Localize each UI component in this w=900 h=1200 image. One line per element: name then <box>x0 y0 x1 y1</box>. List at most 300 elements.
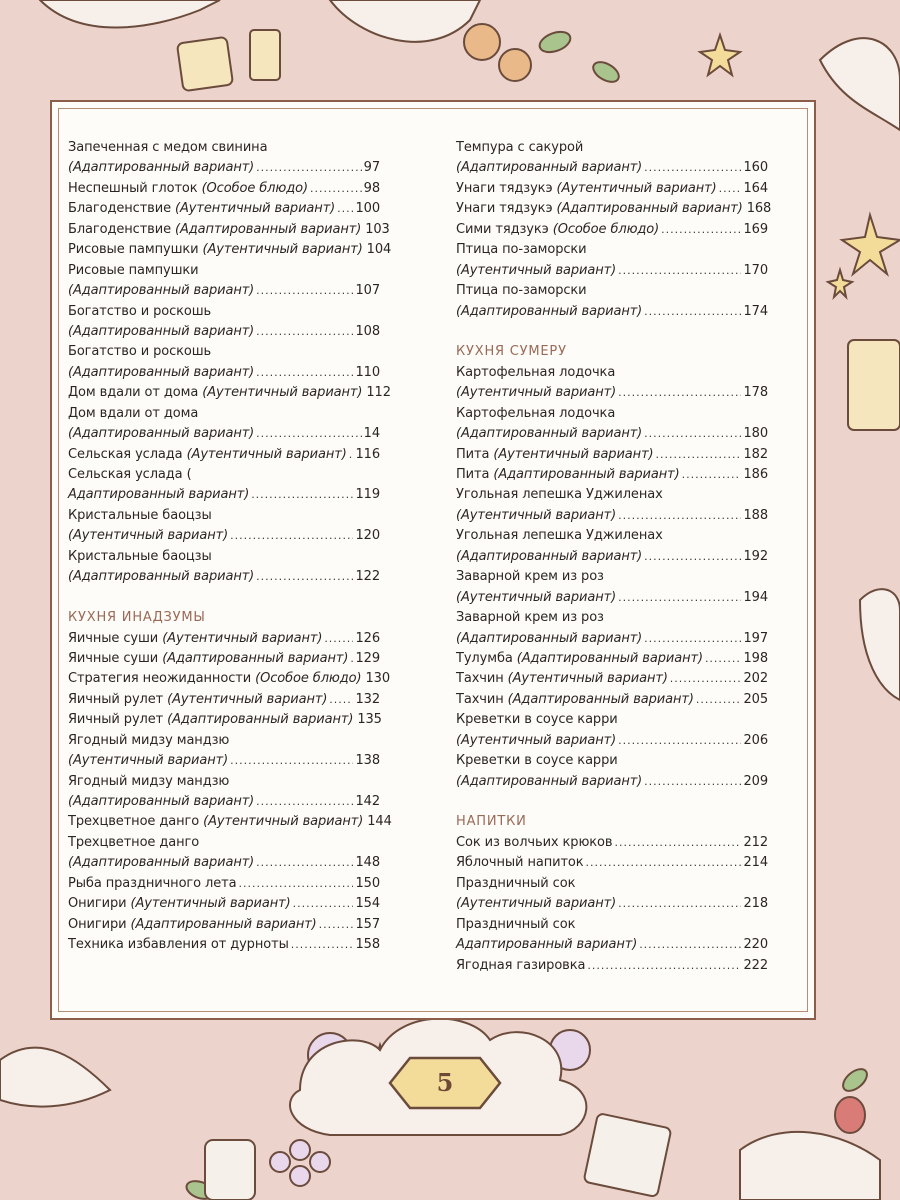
toc-page-number: 170 <box>743 262 768 278</box>
toc-entry-title <box>456 853 584 873</box>
leader-dots <box>656 445 742 465</box>
toc-entry <box>456 547 768 567</box>
toc-entry <box>456 240 768 260</box>
toc-entry-title <box>68 690 327 710</box>
toc-entry-variant: Адаптированный вариант) <box>456 937 638 953</box>
toc-entry <box>456 424 768 444</box>
toc-entry-name: Яичные суши <box>68 650 163 666</box>
toc-page-number: 218 <box>743 896 768 912</box>
toc-entry-name: Картофельная лодочка <box>456 364 616 380</box>
toc-entry-name: Ягодный мидзу мандзю <box>68 732 230 748</box>
toc-entry <box>68 342 380 362</box>
toc-entry-title <box>456 629 642 649</box>
toc-entry-variant: (Аутентичный вариант) <box>456 507 617 523</box>
leader-dots <box>230 526 353 546</box>
leader-dots <box>329 690 353 710</box>
toc-entry-name: Благоденствие <box>68 221 176 237</box>
toc-entry-variant: (Адаптированный вариант) <box>167 712 354 728</box>
toc-entry-name: Дом вдали от дома <box>68 385 203 401</box>
toc-entry <box>68 629 380 649</box>
toc-page-number: 197 <box>743 630 768 646</box>
toc-entry <box>456 506 768 526</box>
toc-entry-variant: (Особое блюдо) <box>255 671 362 687</box>
toc-entry-variant: (Адаптированный вариант) <box>162 650 349 666</box>
toc-entry <box>456 567 768 587</box>
toc-page-number: 138 <box>355 753 380 769</box>
toc-entry-title <box>456 956 585 976</box>
toc-entry <box>68 465 380 485</box>
toc-entry-title <box>456 874 575 894</box>
toc-entry-title <box>456 465 680 485</box>
toc-entry-variant: (Адаптированный вариант) <box>68 283 255 299</box>
toc-entry-variant: (Аутентичный вариант) <box>175 201 336 217</box>
toc-entry-name: Ягодный мидзу мандзю <box>68 773 230 789</box>
toc-page-number: 132 <box>355 691 380 707</box>
toc-entry <box>456 956 768 976</box>
toc-entry-variant: (Адаптированный вариант) <box>456 303 643 319</box>
toc-entry-variant: (Особое блюдо) <box>201 180 308 196</box>
toc-page-number: 188 <box>743 507 768 523</box>
toc-entry-name: Рисовые пампушки <box>68 262 199 278</box>
toc-entry-title <box>456 526 663 546</box>
toc-entry <box>456 874 768 894</box>
toc-entry-variant: (Адаптированный вариант) <box>456 773 643 789</box>
leader-dots <box>644 158 741 178</box>
toc-page-number: 164 <box>743 180 768 196</box>
leader-dots <box>618 383 741 403</box>
toc-entry-title <box>456 894 616 914</box>
toc-entry-name: Кристальные баоцзы <box>68 507 212 523</box>
toc-entry-variant: (Адаптированный вариант) <box>456 160 643 176</box>
leader-dots <box>256 281 353 301</box>
leader-dots <box>661 220 741 240</box>
toc-entry <box>68 833 380 853</box>
toc-entry-variant: (Адаптированный вариант) <box>516 650 703 666</box>
leader-dots <box>337 199 353 219</box>
toc-entry-name: Тулумба <box>456 650 517 666</box>
toc-entry <box>456 935 768 955</box>
toc-entry-variant: (Аутентичный вариант) <box>203 814 364 830</box>
toc-entry-title <box>68 404 198 424</box>
toc-entry <box>68 935 380 955</box>
leader-dots <box>587 956 741 976</box>
toc-entry <box>456 731 768 751</box>
toc-entry-title <box>68 547 212 567</box>
toc-entry <box>456 751 768 771</box>
toc-entry <box>68 240 392 260</box>
toc-entry-title <box>68 240 363 260</box>
toc-entry-title <box>68 322 254 342</box>
toc-entry-variant: (Адаптированный вариант) <box>456 548 643 564</box>
toc-entry-title <box>456 220 659 240</box>
toc-entry-title <box>68 629 322 649</box>
toc-entry-title <box>456 751 618 771</box>
toc-entry-title <box>68 485 249 505</box>
toc-entry-variant: (Аутентичный вариант) <box>162 630 323 646</box>
toc-entry-name: Кристальные баоцзы <box>68 548 212 564</box>
toc-entry <box>68 485 380 505</box>
leader-dots <box>614 833 741 853</box>
leader-dots <box>251 485 353 505</box>
toc-entry-title <box>68 465 192 485</box>
toc-entry-variant: (Адаптированный вариант) <box>556 201 743 217</box>
leader-dots <box>705 649 742 669</box>
leader-dots <box>618 261 741 281</box>
toc-entry <box>68 424 380 444</box>
toc-page-number: 154 <box>355 896 380 912</box>
toc-entry-title <box>68 915 317 935</box>
toc-entry-title <box>68 363 254 383</box>
toc-entry <box>456 588 768 608</box>
toc-entry-name: Стратегия неожиданности <box>68 671 256 687</box>
toc-entry <box>68 690 380 710</box>
toc-entry-variant: (Адаптированный вариант) <box>456 630 643 646</box>
toc-entry-title <box>68 138 267 158</box>
toc-entry <box>456 608 768 628</box>
toc-entry-variant: (Аутентичный вариант) <box>556 180 717 196</box>
toc-entry-variant: (Аутентичный вариант) <box>130 896 291 912</box>
toc-entry-name: Птица по-заморски <box>456 283 587 299</box>
toc-entry-title <box>68 710 353 730</box>
section-heading: НАПИТКИ <box>456 814 527 830</box>
toc-entry <box>68 547 380 567</box>
toc-entry-variant: Адаптированный вариант) <box>68 487 250 503</box>
toc-entry <box>68 751 380 771</box>
toc-entry-title <box>68 526 228 546</box>
toc-entry-title <box>68 220 361 240</box>
section-heading: КУХНЯ СУМЕРУ <box>456 344 567 360</box>
toc-entry-title <box>68 812 363 832</box>
leader-dots <box>256 853 353 873</box>
toc-page-number: 142 <box>355 794 380 809</box>
toc-page-number: 182 <box>743 446 768 462</box>
leader-dots <box>350 649 353 669</box>
toc-entry-variant: (Аутентичный вариант) <box>456 589 617 605</box>
toc-page-number: 107 <box>355 283 380 299</box>
toc-entry <box>456 833 768 853</box>
toc-entry-title <box>456 731 616 751</box>
toc-entry-title <box>68 792 254 812</box>
toc-entry <box>456 199 772 219</box>
toc-page-number: 103 <box>365 221 390 237</box>
toc-right-column <box>456 138 772 976</box>
toc-entry <box>456 894 768 914</box>
toc-entry-title <box>456 138 583 158</box>
toc-entry-variant: (Адаптированный вариант) <box>507 691 694 707</box>
toc-page-number: 168 <box>746 201 772 217</box>
toc-entry-title <box>456 935 637 955</box>
toc-page-number: 158 <box>355 937 380 953</box>
toc-entry-variant: (Аутентичный вариант) <box>456 896 617 912</box>
toc-entry <box>456 445 768 465</box>
toc-entry-name: Дом вдали от дома <box>68 405 199 421</box>
toc-entry <box>68 404 380 424</box>
toc-entry-variant: (Аутентичный вариант) <box>68 528 229 544</box>
toc-entry-name: Угольная лепешка Уджиленах <box>456 528 663 544</box>
toc-page-number: 122 <box>355 569 380 585</box>
toc-entry-title <box>68 649 348 669</box>
toc-entry-title <box>68 342 211 362</box>
toc-entry <box>456 383 768 403</box>
toc-entry <box>68 445 380 465</box>
toc-entry-name: Заварной крем из роз <box>456 569 604 585</box>
toc-entry <box>68 772 380 792</box>
toc-entry <box>68 302 380 322</box>
toc-entry <box>68 853 380 873</box>
toc-entry-title <box>68 383 362 403</box>
toc-page-number: 129 <box>355 650 380 666</box>
toc-entry <box>68 669 390 689</box>
toc-page-number: 116 <box>355 446 380 462</box>
toc-entry-variant: (Аутентичный вариант) <box>507 671 668 687</box>
toc-entry-name: Яичный рулет <box>68 691 168 707</box>
toc-page-number: 14 <box>363 426 380 442</box>
toc-entry <box>68 874 380 894</box>
toc-page-number: 108 <box>355 323 380 339</box>
toc-entry-title <box>456 915 575 935</box>
toc-entry-variant: (Адаптированный вариант) <box>68 323 255 339</box>
toc-page-number: 157 <box>355 916 380 932</box>
toc-entry <box>456 649 768 669</box>
section-heading: КУХНЯ ИНАДЗУМЫ <box>68 610 206 626</box>
toc-entry <box>68 158 380 178</box>
toc-entry-title <box>68 567 254 587</box>
toc-entry <box>456 853 768 873</box>
toc-entry-title <box>456 199 743 219</box>
toc-entry-title <box>68 302 211 322</box>
toc-entry-title <box>456 608 604 628</box>
toc-entry <box>68 526 380 546</box>
toc-entry-name: Темпура с сакурой <box>456 140 584 155</box>
toc-entry-title <box>456 669 668 689</box>
leader-dots <box>644 547 741 567</box>
leader-dots <box>682 465 742 485</box>
toc-entry <box>456 281 768 301</box>
toc-entry-name: Праздничный сок <box>456 916 576 932</box>
toc-page-number: 97 <box>363 160 380 176</box>
toc-entry-title <box>456 833 612 853</box>
toc-entry-variant: (Адаптированный вариант) <box>68 426 255 442</box>
toc-entry-variant: (Адаптированный вариант) <box>68 569 255 585</box>
toc-entry-name: Пита <box>456 467 494 482</box>
toc-entry-name: Креветки в соусе карри <box>456 712 618 728</box>
toc-entry-variant: (Аутентичный вариант) <box>456 262 617 278</box>
toc-entry <box>68 199 380 219</box>
toc-entry-name: Ягодная газировка <box>456 957 586 973</box>
toc-entry-name: Благоденствие <box>68 201 176 217</box>
toc-entry-title <box>456 363 615 383</box>
toc-entry-name: Пита <box>456 446 494 462</box>
toc-entry-title <box>68 853 254 873</box>
toc-entry-variant: (Адаптированный вариант) <box>456 426 643 442</box>
toc-entry-name: Яблочный напиток <box>456 855 584 871</box>
toc-page-number: 206 <box>743 732 768 748</box>
toc-page-number: 220 <box>743 937 768 953</box>
toc-entry-name: Техника избавления от дурноты <box>68 937 289 953</box>
toc-entry <box>68 567 380 587</box>
toc-page-number: 192 <box>743 548 768 564</box>
toc-page-number: 174 <box>743 303 768 319</box>
leader-dots <box>639 935 741 955</box>
toc-page-number: 178 <box>743 385 768 401</box>
toc-entry-variant: (Адаптированный вариант) <box>68 855 255 871</box>
toc-entry-variant: (Аутентичный вариант) <box>493 446 654 462</box>
toc-entry <box>456 158 768 178</box>
toc-entry <box>456 179 768 199</box>
toc-entry-title <box>456 567 604 587</box>
toc-entry <box>68 281 380 301</box>
leader-dots <box>319 915 354 935</box>
toc-page-number: 144 <box>367 814 392 830</box>
toc-entry-name: Запеченная с медом свинина <box>68 140 268 155</box>
toc-entry <box>456 690 768 710</box>
toc-entry-name: Птица по-заморски <box>456 242 587 258</box>
toc-page-number: 212 <box>743 834 768 850</box>
toc-entry <box>68 322 380 342</box>
toc-entry-title <box>68 731 229 751</box>
toc-page-number: 148 <box>355 855 380 871</box>
toc-page-number: 98 <box>363 180 380 196</box>
toc-entry-name: Сок из волчьих крюков <box>456 834 613 850</box>
toc-entry <box>68 792 380 812</box>
toc-entry-variant: (Адаптированный вариант) <box>68 160 255 176</box>
toc-page-number: 205 <box>743 691 768 707</box>
leader-dots <box>324 629 353 649</box>
toc-entry-name: Рисовые пампушки <box>68 242 203 258</box>
toc-entry-title <box>68 669 361 689</box>
leader-dots <box>238 874 353 894</box>
toc-entry <box>68 383 391 403</box>
toc-entry-name: Онигири <box>68 916 131 932</box>
page-number: 5 <box>436 1068 454 1097</box>
toc-entry-variant: (Аутентичный вариант) <box>68 753 229 769</box>
toc-page-number: 202 <box>743 671 768 687</box>
toc-page-number: 169 <box>743 221 768 237</box>
toc-entry-title <box>456 690 694 710</box>
leader-dots <box>256 158 361 178</box>
toc-entry-variant: (Адаптированный вариант) <box>493 467 680 482</box>
toc-entry-title <box>456 547 642 567</box>
leader-dots <box>618 588 741 608</box>
toc-page-number: 104 <box>366 242 392 258</box>
toc-entry-name: Трехцветное данго <box>68 834 200 850</box>
toc-entry-name: Унаги тядзукэ <box>456 201 557 217</box>
toc-entry-title <box>68 158 254 178</box>
toc-entry <box>456 526 768 546</box>
toc-page-number: 160 <box>743 160 768 176</box>
toc-entry <box>68 261 380 281</box>
toc-entry <box>456 138 768 158</box>
leader-dots <box>586 853 742 873</box>
toc-page-number: 130 <box>365 671 390 687</box>
toc-entry <box>456 669 768 689</box>
toc-page-number: 110 <box>355 364 380 380</box>
toc-entry <box>456 404 768 424</box>
toc-entry-variant: (Аутентичный вариант) <box>186 446 347 462</box>
toc-left-column <box>68 138 392 956</box>
toc-entry <box>456 915 768 935</box>
toc-page-number: 126 <box>355 630 380 646</box>
toc-entry <box>68 649 380 669</box>
toc-entry-name: Тахчин <box>456 671 508 687</box>
toc-entry-title <box>456 506 616 526</box>
leader-dots <box>618 506 741 526</box>
toc-entry-title <box>456 179 717 199</box>
toc-entry-name: Креветки в соусе карри <box>456 753 618 769</box>
toc-entry <box>456 710 768 730</box>
toc-entry-name: Трехцветное данго <box>68 814 204 830</box>
toc-entry-title <box>456 240 587 260</box>
toc-entry <box>68 915 380 935</box>
toc-entry-title <box>456 404 615 424</box>
toc-entry-name: Яичные суши <box>68 630 163 646</box>
toc-entry <box>68 220 390 240</box>
toc-entry-title <box>456 588 616 608</box>
toc-entry-variant: (Аутентичный вариант) <box>456 385 617 401</box>
toc-entry-title <box>456 302 642 322</box>
toc-entry <box>68 731 380 751</box>
toc-entry-variant: (Аутентичный вариант) <box>202 242 363 258</box>
toc-entry-title <box>456 649 703 669</box>
toc-entry-title <box>456 281 587 301</box>
leader-dots <box>618 894 741 914</box>
toc-entry-name: Картофельная лодочка <box>456 405 616 421</box>
toc-page-number: 180 <box>743 426 768 442</box>
toc-page-number: 222 <box>743 957 768 973</box>
toc-page-number: 135 <box>357 712 382 728</box>
toc-entry-title <box>68 833 199 853</box>
toc-entry <box>68 506 380 526</box>
toc-page-number: 194 <box>743 589 768 605</box>
leader-dots <box>256 567 353 587</box>
toc-page-number: 186 <box>743 467 768 482</box>
toc-entry-title <box>456 261 616 281</box>
toc-page-number: 150 <box>355 875 380 891</box>
toc-page-number: 209 <box>743 773 768 789</box>
toc-entry-name: Рыба праздничного лета <box>68 875 237 891</box>
toc-entry-name: Сельская услада ( <box>68 467 192 482</box>
toc-entry-name: Праздничный сок <box>456 875 576 891</box>
toc-entry-variant: (Аутентичный вариант) <box>456 732 617 748</box>
toc-entry-name: Богатство и роскошь <box>68 344 212 360</box>
toc-entry-title <box>68 261 199 281</box>
toc-entry-name: Заварной крем из роз <box>456 610 604 626</box>
toc-entry-title <box>68 179 308 199</box>
toc-entry-title <box>68 199 335 219</box>
toc-entry-name: Яичный рулет <box>68 712 168 728</box>
toc-entry <box>456 465 768 485</box>
toc-page-number: 112 <box>366 385 391 401</box>
leader-dots <box>349 445 354 465</box>
leader-dots <box>618 731 741 751</box>
toc-entry <box>456 261 768 281</box>
leader-dots <box>719 179 742 199</box>
toc-entry-title <box>68 445 347 465</box>
toc-entry <box>456 772 768 792</box>
toc-entry-name: Богатство и роскошь <box>68 303 212 319</box>
toc-entry-variant: (Адаптированный вариант) <box>68 364 255 380</box>
toc-entry-title <box>456 158 642 178</box>
leader-dots <box>256 424 361 444</box>
toc-entry-title <box>68 935 289 955</box>
toc-entry-title <box>68 751 228 771</box>
toc-entry-title <box>68 424 254 444</box>
toc-entry-title <box>68 874 236 894</box>
toc-entry-name: Тахчин <box>456 691 508 707</box>
toc-entry <box>68 138 380 158</box>
toc-entry-name: Неспешный глоток <box>68 180 202 196</box>
leader-dots <box>644 302 741 322</box>
